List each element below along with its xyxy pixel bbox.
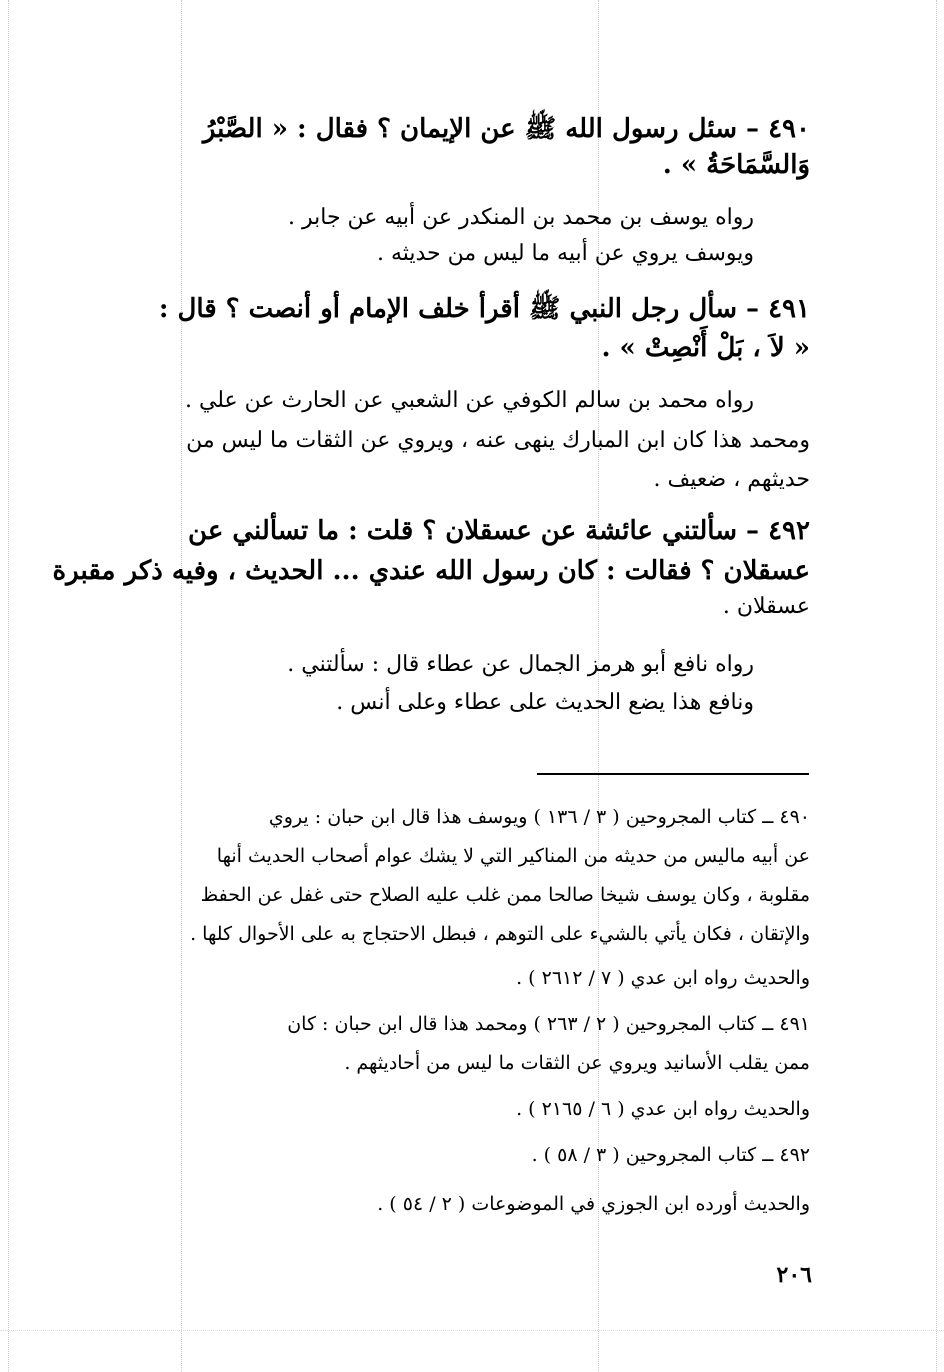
entry-492-narration-line-1: رواه نافع أبو هرمز الجمال عن عطاء قال : سألتني .	[287, 652, 754, 677]
footnote-line: والحديث رواه ابن عدي ( ٦ / ٢١٦٥ ) .	[516, 1098, 810, 1120]
entry-491-narration-line-2: ومحمد هذا كان ابن المبارك ينهى عنه ، ويروي عن الثقات ما ليس من	[186, 428, 810, 453]
entry-490-heading-line-2: وَالسَّمَاحَةُ » .	[662, 150, 810, 180]
entry-490-heading-line-1: ٤٩٠ – سئل رسول الله ﷺ عن الإيمان ؟ فقال : « الصَّبْرُ	[202, 114, 810, 144]
footnote-line: ٤٩٢ ــ كتاب المجروحين ( ٣ / ٥٨ ) .	[531, 1144, 810, 1166]
entry-492-narration-line-2: ونافع هذا يضع الحديث على عطاء وعلى أنس .	[336, 690, 754, 715]
scan-grid-line	[936, 0, 937, 1372]
scan-grid-line	[0, 1330, 944, 1331]
entry-491-narration-line-3: حديثهم ، ضعيف .	[653, 467, 810, 492]
footnote-line: مقلوبة ، وكان يوسف شيخا صالحا ممن غلب عليه الصلاح حتى غفل عن الحفظ	[200, 884, 810, 906]
page-number: ٢٠٦	[776, 1262, 812, 1288]
entry-492-heading-line-3: عسقلان .	[722, 594, 810, 619]
footnote-line: والحديث أورده ابن الجوزي في الموضوعات ( ٢ / ٥٤ ) .	[377, 1193, 810, 1215]
scan-grid-line	[8, 0, 9, 1372]
entry-491-heading-line-2: « لاَ ، بَلْ أَنْصِتْ » .	[601, 333, 810, 363]
footnote-line: والحديث رواه ابن عدي ( ٧ / ٢٦١٢ ) .	[516, 967, 810, 989]
scan-grid-line	[181, 0, 182, 1372]
entry-492-heading-line-2: عسقلان ؟ فقالت : كان رسول الله عندي ... الحديث ، وفيه ذكر مقبرة	[52, 556, 810, 586]
footnote-line: ٤٩١ ــ كتاب المجروحين ( ٢ / ٢٦٣ ) ومحمد هذا قال ابن حبان : كان	[287, 1013, 810, 1035]
entry-492-heading-line-1: ٤٩٢ – سألتني عائشة عن عسقلان ؟ قلت : ما تسألني عن	[188, 516, 810, 546]
footnote-separator	[537, 773, 809, 775]
entry-491-narration-line-1: رواه محمد بن سالم الكوفي عن الشعبي عن الحارث عن علي .	[184, 388, 754, 413]
footnote-line: والإتقان ، فكان يأتي بالشيء على التوهم ، فبطل الاحتجاج به على الأحوال كلها .	[190, 923, 810, 945]
entry-491-heading-line-1: ٤٩١ – سأل رجل النبي ﷺ أقرأ خلف الإمام أو أنصت ؟ قال :	[158, 294, 810, 324]
entry-490-narration-line-1: رواه يوسف بن محمد بن المنكدر عن أبيه عن جابر .	[288, 205, 754, 230]
entry-490-narration-line-2: ويوسف يروي عن أبيه ما ليس من حديثه .	[376, 241, 754, 266]
footnote-line: ٤٩٠ ــ كتاب المجروحين ( ٣ / ١٣٦ ) ويوسف هذا قال ابن حبان : يروي	[268, 806, 810, 828]
footnote-line: عن أبيه ماليس من حديثه من المناكير التي لا يشك عوام أصحاب الحديث أنها	[216, 845, 810, 867]
footnote-line: ممن يقلب الأسانيد ويروي عن الثقات ما ليس من أحاديثهم .	[344, 1052, 810, 1074]
